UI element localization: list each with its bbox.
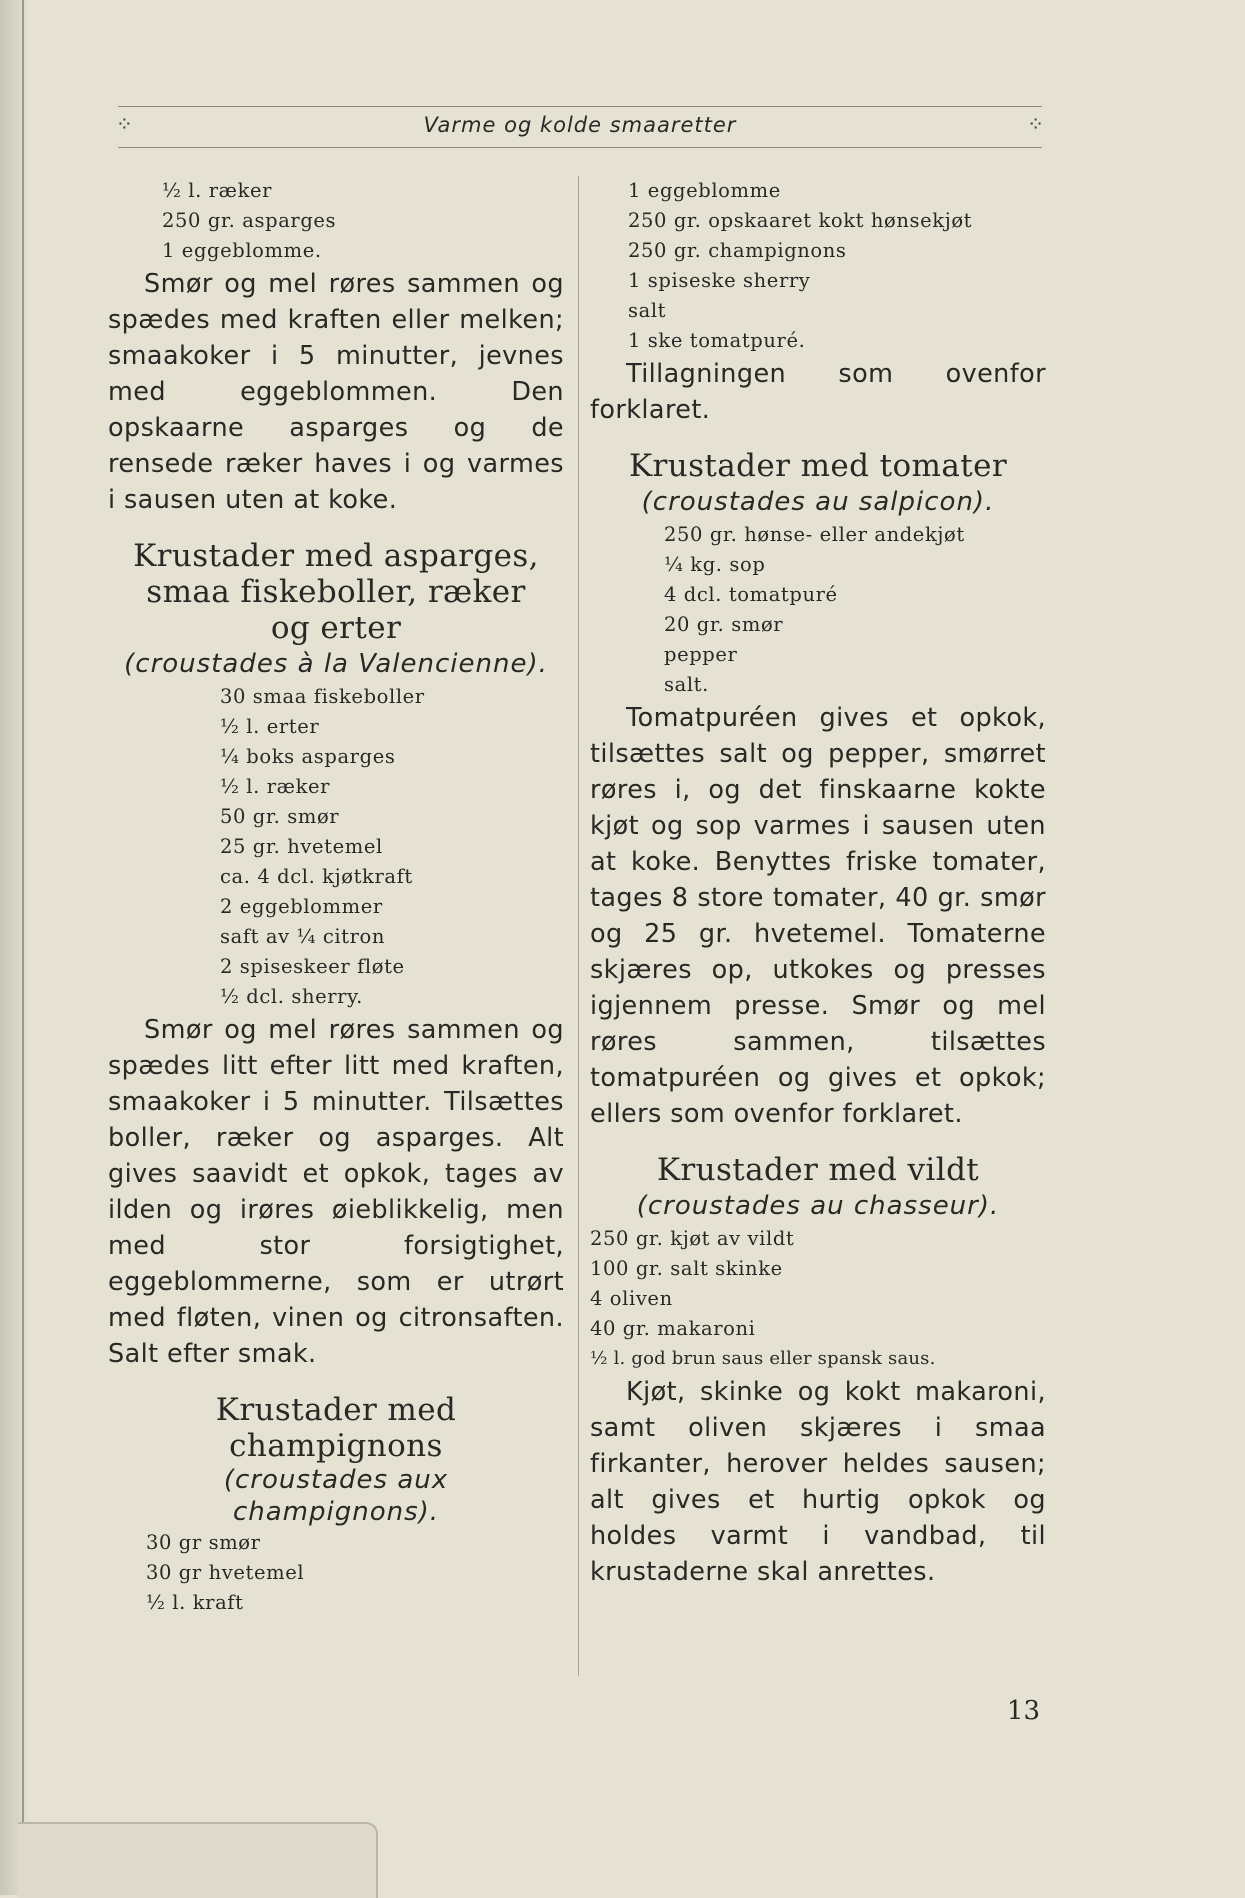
ingredient: 50 gr. smør — [220, 805, 340, 828]
ingredient: 4 dcl. tomatpuré — [664, 583, 838, 606]
ingredient: 2 spiseskeer fløte — [220, 955, 405, 978]
ingredient: 1 eggeblomme. — [162, 239, 322, 262]
ingredient: ½ l. ræker — [220, 775, 331, 798]
ingredient: 40 gr. makaroni — [590, 1317, 756, 1340]
recipe-title: Krustader med vildt — [656, 1152, 980, 1188]
recipe-text: Kjøt, skinke og kokt makaroni, samt oliven skjæres i smaa firkanter, herover heldes sausen; alt gives et hurtig opkok og holdes varmt i vandbad, til krustaderne skal anrettes. — [590, 1377, 1046, 1587]
recipe-text: Smør og mel røres sammen og spædes litt efter litt med kraften, smaakoker i 5 minutter. Tilsættes boller, ræker og asparges. Alt gives saavidt et opkok, tages av ilden og irøres øieblikkelig, men med stor forsigtighet, eggeblommerne, som er utrørt med fløten, vinen og citronsaften. Salt efter smak. — [108, 1015, 564, 1369]
ornament-icon: ⁘ — [1027, 112, 1044, 136]
ingredient: 250 gr. champignons — [628, 239, 847, 262]
ingredient: ½ dcl. sherry. — [220, 985, 363, 1008]
ingredient-list — [590, 1224, 1046, 1374]
ingredient: 20 gr. smør — [664, 613, 784, 636]
ingredient: ½ l. god brun saus eller spansk saus. — [590, 1348, 936, 1369]
ingredient: 1 eggeblomme — [628, 179, 781, 202]
column-divider — [578, 176, 579, 1676]
ingredient: salt — [628, 299, 667, 322]
recipe-subtitle: (croustades aux champignons). — [223, 1465, 449, 1527]
bookmark-tab — [18, 1822, 378, 1898]
ingredient: ½ l. erter — [220, 715, 320, 738]
recipe-text: Tomatpuréen gives et opkok, tilsættes salt og pepper, smørret røres i, og det finskaarne kokte kjøt og sop varmes i sausen uten at koke. Benyttes friske tomater, tages 8 store tomater, 40 gr. smør og 25 gr. hvetemel. Tomaterne skjæres op, utkokes og presses igjennem presse. Smør og mel røres sammen, tilsættes tomatpuréen og gives et opkok; ellers som ovenfor forklaret. — [590, 703, 1046, 1129]
page-number: 13 — [1006, 1696, 1040, 1726]
recipe-title: Krustader med tomater — [628, 448, 1008, 484]
ingredient: 4 oliven — [590, 1287, 673, 1310]
ingredient-list — [590, 176, 1046, 356]
ingredient: pepper — [664, 643, 738, 666]
ingredient-list — [108, 1528, 564, 1618]
ingredient: 250 gr. asparges — [162, 209, 337, 232]
ingredient: salt. — [664, 673, 709, 696]
ingredient: 1 ske tomatpuré. — [628, 329, 806, 352]
recipe-text: Tillagningen som ovenfor forklaret. — [590, 359, 1046, 425]
right-column — [590, 176, 1046, 1590]
ingredient: 30 gr smør — [146, 1531, 261, 1554]
recipe-text: Smør og mel røres sammen og spædes med kraften eller melken; smaakoker i 5 minutter, jevnes med eggeblommen. Den opskaarne asparges og de rensede ræker haves i og varmes i sausen uten at koke. — [108, 269, 564, 515]
ingredient: ca. 4 dcl. kjøtkraft — [220, 865, 413, 888]
ingredient: ¼ kg. sop — [664, 553, 766, 576]
ingredient: 1 spiseske sherry — [628, 269, 811, 292]
ornament-icon: ⁘ — [116, 112, 133, 136]
ingredient: 2 eggeblommer — [220, 895, 383, 918]
binding-line — [22, 0, 24, 1895]
ingredient-list — [108, 682, 564, 1012]
ingredient-list — [590, 520, 1046, 700]
ingredient-list — [108, 176, 564, 266]
ingredient: 250 gr. kjøt av vildt — [590, 1227, 795, 1250]
ingredient: ¼ boks asparges — [220, 745, 396, 768]
recipe-subtitle: (croustades à la Valencienne). — [124, 649, 548, 679]
ingredient: 25 gr. hvetemel — [220, 835, 383, 858]
recipe-title: Krustader med asparges, smaa fiskeboller, ræker og erter — [133, 538, 539, 646]
header-title: Varme og kolde smaaretter — [423, 113, 737, 137]
ingredient: ½ l. ræker — [162, 179, 273, 202]
recipe-subtitle: (croustades au salpicon). — [641, 487, 995, 517]
recipe-title: Krustader med champignons — [215, 1392, 457, 1464]
ingredient: ½ l. kraft — [146, 1591, 244, 1614]
ingredient: 30 smaa fiskeboller — [220, 685, 425, 708]
ingredient: 250 gr. hønse- eller andekjøt — [664, 523, 965, 546]
running-header — [118, 106, 1042, 148]
ingredient: 30 gr hvetemel — [146, 1561, 305, 1584]
ingredient: 250 gr. opskaaret kokt hønsekjøt — [628, 209, 973, 232]
ingredient: saft av ¼ citron — [220, 925, 386, 948]
ingredient: 100 gr. salt skinke — [590, 1257, 783, 1280]
recipe-subtitle: (croustades au chasseur). — [636, 1191, 1000, 1221]
left-column — [108, 176, 564, 1618]
